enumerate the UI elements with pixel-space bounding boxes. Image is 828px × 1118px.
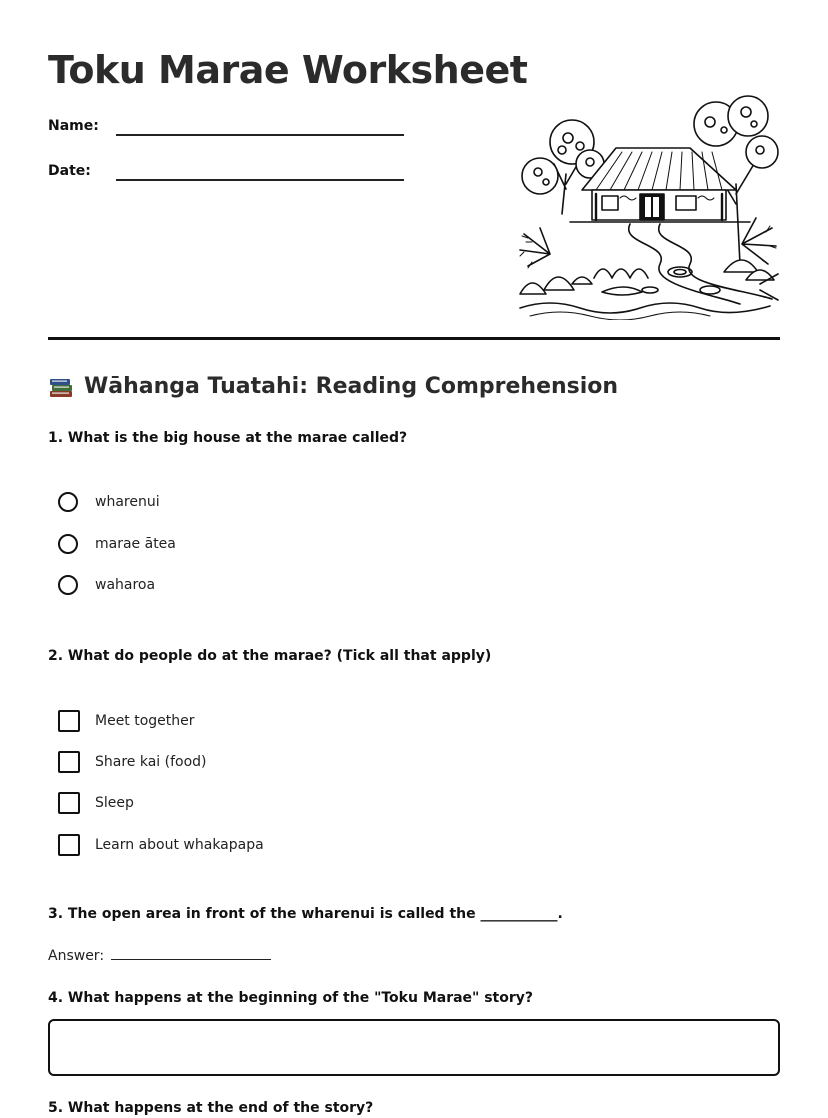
section-title: [48, 374, 618, 399]
radio-button[interactable]: [58, 534, 78, 554]
q1-option-marae-atea[interactable]: [58, 534, 176, 554]
question-4: 4. What happens at the beginning of the "Toku Marae" story?: [48, 990, 534, 1006]
option-label: waharoa: [95, 577, 156, 593]
option-label: marae ātea: [95, 536, 176, 552]
q1-option-waharoa[interactable]: [58, 575, 155, 595]
question-3: 3. The open area in front of the wharenui is called the ___________.: [48, 906, 563, 922]
answer-blank[interactable]: [111, 946, 271, 960]
q4-answer-box[interactable]: [48, 1019, 780, 1076]
checkbox[interactable]: [58, 751, 80, 773]
option-label: Share kai (food): [95, 754, 207, 770]
marae-illustration: [510, 94, 780, 320]
q2-option-share-kai[interactable]: [58, 751, 207, 773]
q2-option-whakapapa[interactable]: [58, 834, 264, 856]
date-label: Date:: [48, 163, 91, 179]
checkbox[interactable]: [58, 834, 80, 856]
checkbox[interactable]: [58, 710, 80, 732]
header-divider: [48, 337, 780, 340]
date-field: [48, 163, 91, 179]
option-label: wharenui: [95, 494, 160, 510]
question-1: 1. What is the big house at the marae called?: [48, 430, 408, 446]
name-field: [48, 118, 99, 134]
q2-option-sleep[interactable]: [58, 792, 134, 814]
option-label: Meet together: [95, 713, 195, 729]
date-input-line[interactable]: [116, 179, 404, 181]
checkbox[interactable]: [58, 792, 80, 814]
radio-button[interactable]: [58, 492, 78, 512]
option-label: Learn about whakapapa: [95, 837, 264, 853]
question-2: 2. What do people do at the marae? (Tick all that apply): [48, 648, 492, 664]
q3-answer: [48, 946, 271, 964]
name-label: Name:: [48, 118, 99, 134]
section-title-text: Wāhanga Tuatahi: Reading Comprehension: [84, 374, 619, 399]
name-input-line[interactable]: [116, 134, 404, 136]
answer-label: Answer:: [48, 948, 105, 964]
page-title: Toku Marae Worksheet: [48, 48, 528, 92]
radio-button[interactable]: [58, 575, 78, 595]
books-icon: [48, 375, 74, 399]
q2-option-meet[interactable]: [58, 710, 195, 732]
option-label: Sleep: [95, 795, 134, 811]
question-5: 5. What happens at the end of the story?: [48, 1100, 374, 1116]
q1-option-wharenui[interactable]: [58, 492, 160, 512]
